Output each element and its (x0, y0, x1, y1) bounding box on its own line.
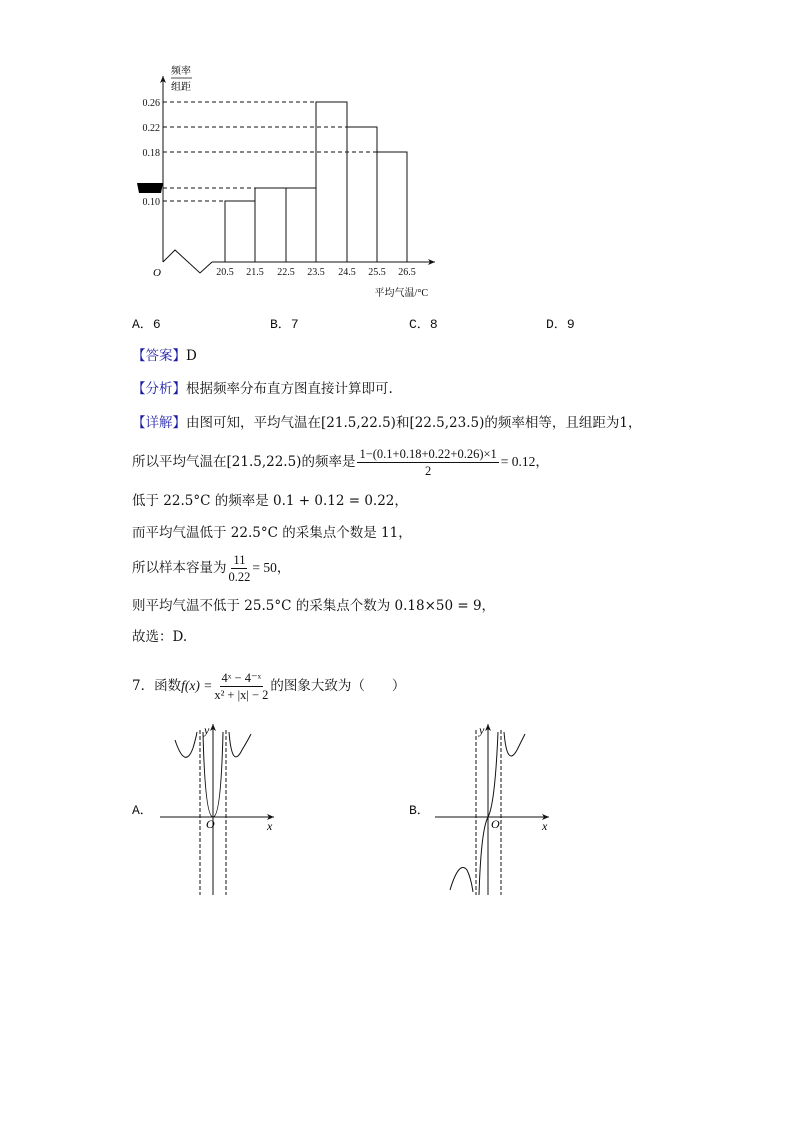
svg-text:y: y (479, 723, 485, 737)
svg-text:y: y (204, 723, 210, 737)
y-tick: 0.10 (142, 197, 160, 208)
frequency-histogram (0, 0, 794, 310)
detail-line-6: 则平均气温不低于 25.5°C 的采集点个数为 0.18×50 = 9， (132, 598, 496, 614)
y-tick: 0.22 (142, 123, 160, 134)
answer-value: D (186, 348, 197, 364)
option-a: A．6 (132, 317, 161, 332)
redacted-tick-label (137, 183, 163, 193)
y-label-top: 频率 (171, 66, 191, 77)
bar-23-5 (316, 102, 347, 262)
option-d: D．9 (546, 317, 575, 332)
option-b: B．7 (270, 317, 299, 332)
question-7-stem: 7．函数f(x) = $\frac{\text{4ˣ − 4⁻ˣ}}{\text{x² + |x| − 2}}$ 的图象大致为（ ） (132, 671, 406, 702)
bar-22-5 (286, 188, 316, 262)
bar-25-5 (377, 152, 407, 262)
detail-line-7: 故选：D. (132, 629, 188, 645)
detail-line-1: 【详解】由图可知，平均气温在[21.5,22.5)和[22.5,23.5)的频率相等，且组距为1， (132, 415, 642, 431)
histogram-bars (225, 102, 407, 262)
bar-20-5 (225, 201, 255, 262)
detail-line-4: 而平均气温低于 22.5°C 的采集点个数是 11， (132, 525, 412, 541)
function-fraction: $\frac{\text{4ˣ − 4⁻ˣ}}{\text{x² + |x| − 2}}$ (214, 671, 269, 702)
x-tick: 25.5 (368, 267, 386, 278)
x-axis-break (163, 250, 212, 273)
bar-21-5 (255, 188, 286, 262)
y-tick: 0.26 (142, 98, 160, 109)
x-tick: 26.5 (398, 267, 416, 278)
detail-line-5: 所以样本容量为 $\frac{11}{0.22}$ = 50， (132, 553, 291, 584)
analysis-tag: 【分析】 (132, 381, 186, 397)
option-c: C．8 (409, 317, 438, 332)
detail-tag: 【详解】 (132, 415, 186, 431)
svg-text:O: O (491, 817, 500, 831)
fraction: $\frac{11}{0.22}$ (228, 553, 251, 584)
svg-text:O: O (206, 817, 215, 831)
x-axis-label: 平均气温/°C (374, 288, 428, 299)
graph-a-label: A． (132, 803, 153, 818)
answer-tag: 【答案】 (132, 348, 186, 364)
analysis-line: 【分析】根据频率分布直方图直接计算即可. (132, 381, 393, 397)
y-label-bottom: 组距 (171, 82, 191, 93)
graph-b-label: B． (409, 803, 430, 818)
origin-label: O (153, 267, 161, 279)
reference-lines (163, 102, 377, 201)
graph-a[interactable] (150, 720, 280, 895)
x-tick: 23.5 (307, 267, 325, 278)
y-tick: 0.18 (142, 148, 160, 159)
detail-line-3: 低于 22.5°C 的频率是 0.1 + 0.12 = 0.22， (132, 493, 408, 509)
x-tick: 24.5 (338, 267, 356, 278)
x-tick: 20.5 (216, 267, 234, 278)
answer-line (132, 347, 197, 365)
svg-text:x: x (267, 819, 273, 833)
graph-b[interactable] (425, 720, 555, 895)
x-tick: 22.5 (277, 267, 295, 278)
fraction: $\frac{1-(0.1+0.18+0.22+0.26)\times 1}{2}$ (359, 447, 497, 478)
x-tick: 21.5 (246, 267, 264, 278)
detail-line-2: 所以平均气温在[21.5,22.5)的频率是 $\frac{1-(0.1+0.18+0.22+0.26)\times 1}{2}$ = 0.12， (132, 447, 549, 478)
svg-text:x: x (542, 819, 548, 833)
bar-24-5 (347, 127, 377, 262)
